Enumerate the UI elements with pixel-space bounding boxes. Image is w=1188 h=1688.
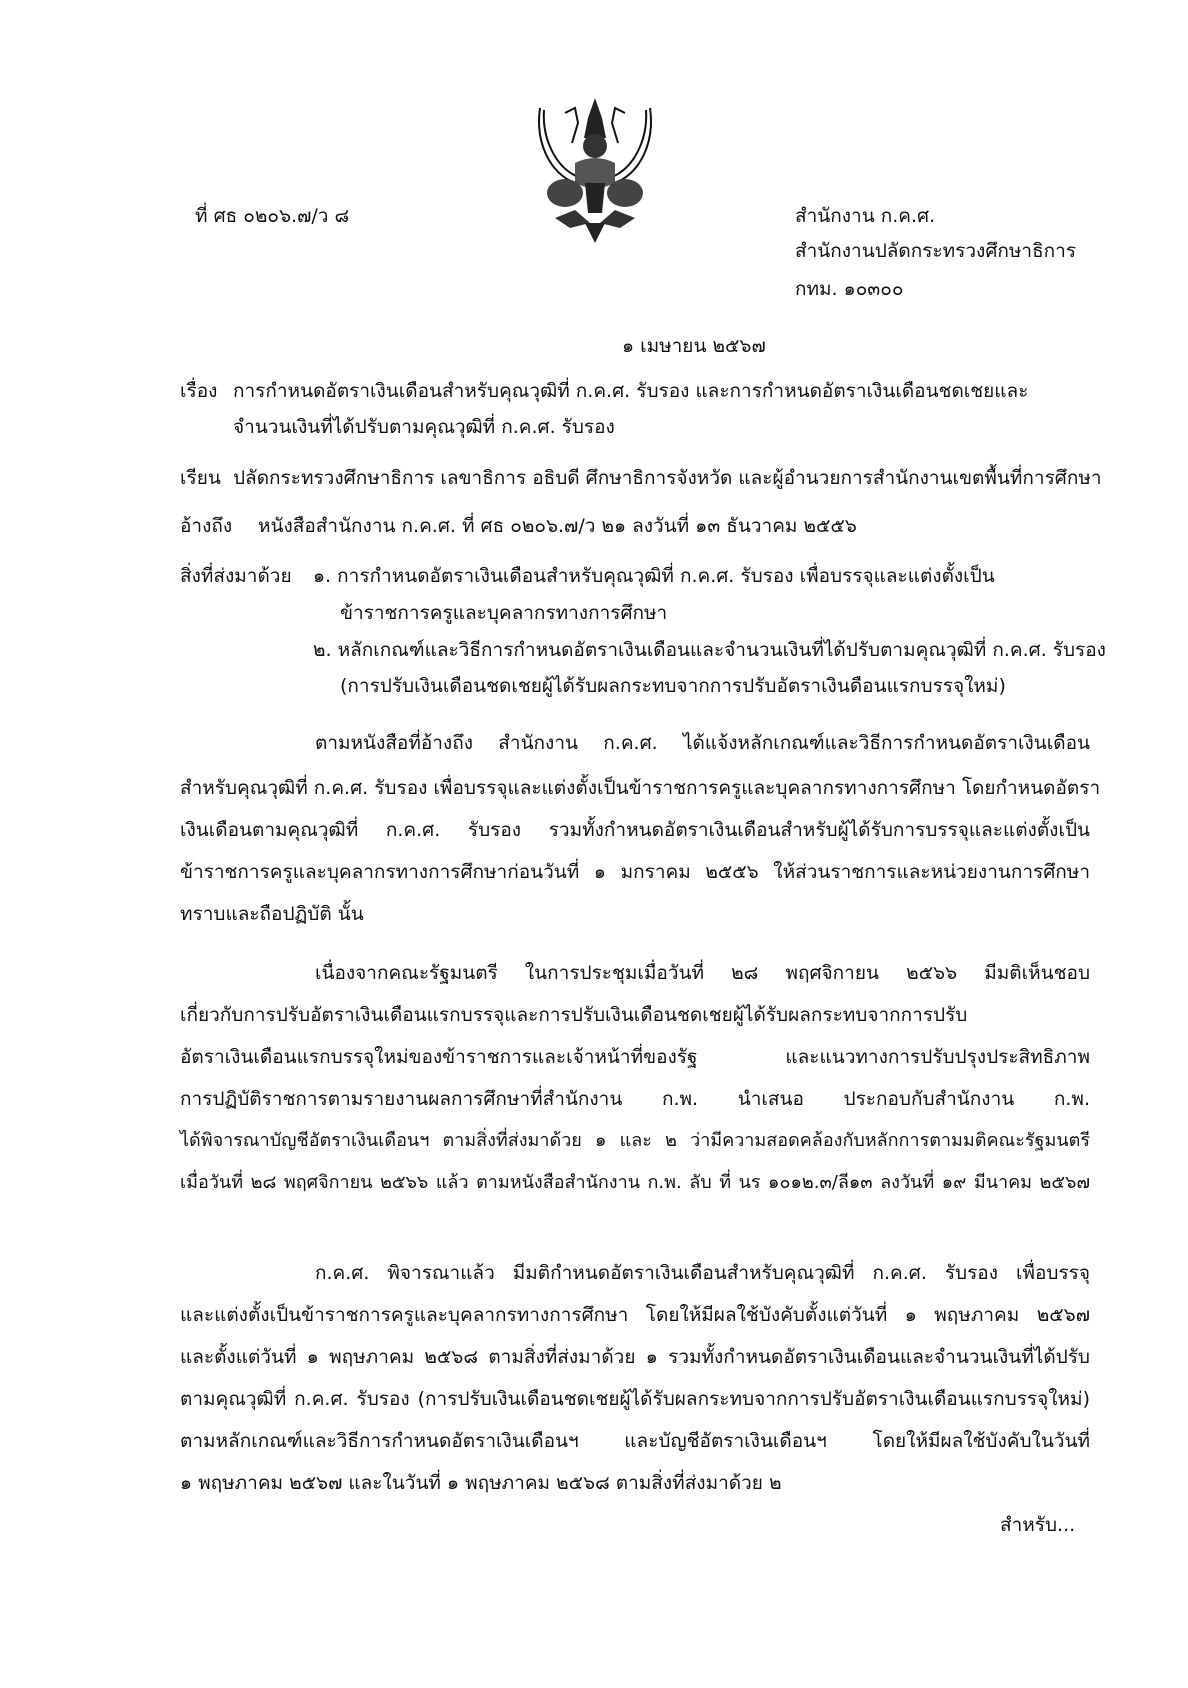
paragraph-line: เงินเดือนตามคุณวุฒิที่ ก.ค.ศ. รับรอง รวมทั้งกำหนดอัตราเงินเดือนสำหรับผู้ได้รับการบรรจุและแต่งตั้งเป็น	[180, 819, 1090, 841]
paragraph-line: ๑ พฤษภาคม ๒๕๖๗ และในวันที่ ๑ พฤษภาคม ๒๕๖๘ ตามสิ่งที่ส่งมาด้วย ๒	[180, 1472, 782, 1494]
paragraph-line: ได้พิจารณาบัญชีอัตราเงินเดือนฯ ตามสิ่งที่ส่งมาด้วย ๑ และ ๒ ว่ามีความสอดคล้องกับหลักการตามมติคณะรัฐมนตรี	[180, 1130, 1090, 1151]
enclosures-label: สิ่งที่ส่งมาด้วย	[180, 565, 292, 587]
garuda-emblem-icon	[530, 88, 660, 248]
reference-label: อ้างถึง	[180, 515, 233, 537]
paragraph-line: ก.ค.ศ. พิจารณาแล้ว มีมติกำหนดอัตราเงินเดือนสำหรับคุณวุฒิที่ ก.ค.ศ. รับรอง เพื่อบรรจุ	[315, 1262, 1090, 1284]
document-date: ๑ เมษายน ๒๕๖๗	[622, 335, 766, 357]
paragraph-line: เนื่องจากคณะรัฐมนตรี ในการประชุมเมื่อวันที่ ๒๘ พฤศจิกายน ๒๕๖๖ มีมติเห็นชอบ	[315, 962, 1090, 984]
paragraph-line: เกี่ยวกับการปรับอัตราเงินเดือนแรกบรรจุและการปรับเงินเดือนชดเชยผู้ได้รับผลกระทบจากการปรับ	[180, 1004, 968, 1026]
paragraph-line: ข้าราชการครูและบุคลากรทางการศึกษาก่อนวันที่ ๑ มกราคม ๒๕๕๖ ให้ส่วนราชการและหน่วยงานการศึกษา	[180, 861, 1090, 883]
body-paragraph-2	[180, 960, 1090, 1212]
paragraph-line: ตามคุณวุฒิที่ ก.ค.ศ. รับรอง (การปรับเงินเดือนชดเชยผู้ได้รับผลกระทบจากการปรับอัตราเงินเดือนแรกบรรจุใหม่)	[180, 1388, 1090, 1410]
sender-postal: กทม. ๑๐๓๐๐	[795, 278, 904, 300]
paragraph-line: สำหรับคุณวุฒิที่ ก.ค.ศ. รับรอง เพื่อบรรจุและแต่งตั้งเป็นข้าราชการครูและบุคลากรทางการศึกษา โดยกำหนดอัตรา	[180, 777, 1101, 799]
continuation-marker: สำหรับ...	[1000, 1514, 1076, 1536]
enclosure-2-line-1: ๒. หลักเกณฑ์และวิธีการกำหนดอัตราเงินเดือนและจำนวนเงินที่ได้ปรับตามคุณวุฒิที่ ก.ค.ศ. รับรอง	[313, 639, 1106, 661]
document-number: ที่ ศธ ๐๒๐๖.๗/ว ๘	[195, 205, 350, 227]
body-paragraph-3	[180, 1260, 1090, 1512]
subject-label: เรื่อง	[180, 380, 218, 402]
sender-office: สำนักงาน ก.ค.ศ.	[795, 205, 936, 227]
paragraph-line: และตั้งแต่วันที่ ๑ พฤษภาคม ๒๕๖๘ ตามสิ่งที่ส่งมาด้วย ๑ รวมทั้งกำหนดอัตราเงินเดือนและจำนวนเงินที่ได้ปรับ	[180, 1346, 1090, 1368]
paragraph-line: ทราบและถือปฏิบัติ นั้น	[180, 903, 364, 925]
reference-text: หนังสือสำนักงาน ก.ค.ศ. ที่ ศธ ๐๒๐๖.๗/ว ๒๑ ลงวันที่ ๑๓ ธันวาคม ๒๕๕๖	[258, 515, 857, 537]
enclosure-1-line-1: ๑. การกำหนดอัตราเงินเดือนสำหรับคุณวุฒิที่ ก.ค.ศ. รับรอง เพื่อบรรจุและแต่งตั้งเป็น	[313, 565, 995, 587]
subject-line-1: การกำหนดอัตราเงินเดือนสำหรับคุณวุฒิที่ ก.ค.ศ. รับรอง และการกำหนดอัตราเงินเดือนชดเชยและ	[233, 380, 1029, 402]
addressee-text: ปลัดกระทรวงศึกษาธิการ เลขาธิการ อธิบดี ศึกษาธิการจังหวัด และผู้อำนวยการสำนักงานเขตพื้นที่การศึกษา	[233, 467, 1102, 489]
paragraph-line: ตามหลักเกณฑ์และวิธีการกำหนดอัตราเงินเดือนฯ และบัญชีอัตราเงินเดือนฯ โดยให้มีผลใช้บังคับในวันที่	[180, 1430, 1090, 1452]
paragraph-line: เมื่อวันที่ ๒๘ พฤศจิกายน ๒๕๖๖ แล้ว ตามหนังสือสำนักงาน ก.พ. ลับ ที่ นร ๑๐๑๒.๓/ลี๑๓ ลงวันที่ ๑๙ มีนาคม ๒๕๖๗	[180, 1172, 1090, 1193]
paragraph-line: การปฏิบัติราชการตามรายงานผลการศึกษาที่สำนักงาน ก.พ. นำเสนอ ประกอบกับสำนักงาน ก.พ.	[180, 1088, 1090, 1110]
enclosure-2-line-2: (การปรับเงินเดือนชดเชยผู้ได้รับผลกระทบจากการปรับอัตราเงินดือนแรกบรรจุใหม่)	[340, 675, 1006, 697]
paragraph-line: ตามหนังสือที่อ้างถึง สำนักงาน ก.ค.ศ. ได้แจ้งหลักเกณฑ์และวิธีการกำหนดอัตราเงินเดือน	[315, 732, 1090, 754]
addressee-label: เรียน	[180, 467, 221, 489]
body-paragraph-1	[180, 730, 1101, 946]
enclosure-1-line-2: ข้าราชการครูและบุคลากรทางการศึกษา	[340, 602, 668, 624]
sender-department: สำนักงานปลัดกระทรวงศึกษาธิการ	[795, 240, 1077, 262]
paragraph-line: และแต่งตั้งเป็นข้าราชการครูและบุคลากรทางการศึกษา โดยให้มีผลใช้บังคับตั้งแต่วันที่ ๑ พฤษภาคม ๒๕๖๗	[180, 1304, 1090, 1326]
paragraph-line: อัตราเงินเดือนแรกบรรจุใหม่ของข้าราชการและเจ้าหน้าที่ของรัฐ และแนวทางการปรับปรุงประสิทธิภาพ	[180, 1046, 1090, 1068]
subject-line-2: จำนวนเงินที่ได้ปรับตามคุณวุฒิที่ ก.ค.ศ. รับรอง	[233, 416, 615, 438]
